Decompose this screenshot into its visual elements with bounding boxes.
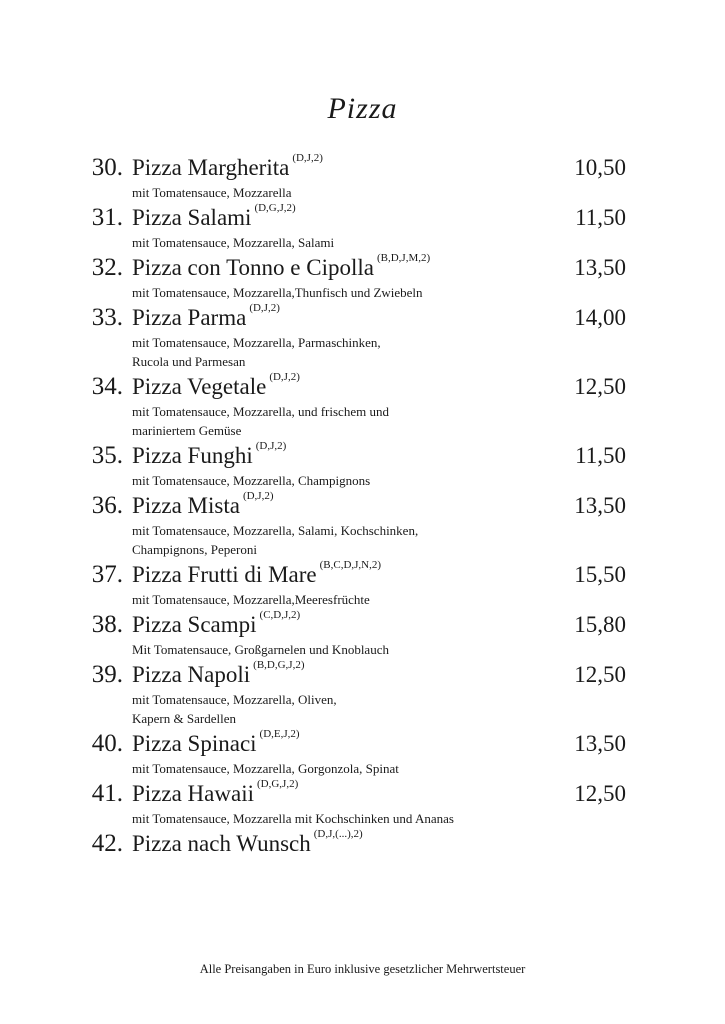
item-price: 13,50 — [574, 730, 626, 756]
item-name-text: Pizza Hawaii — [132, 780, 254, 806]
menu-item — [0, 828, 725, 859]
item-price: 15,50 — [574, 561, 626, 587]
item-number: 31. — [91, 203, 123, 231]
item-price: 14,00 — [574, 304, 626, 330]
item-name-text: Pizza Vegetale — [132, 373, 267, 399]
item-name — [132, 608, 301, 638]
menu-item — [0, 559, 725, 609]
item-description: mit Tomatensauce, Mozzarella mit Kochschinken und Ananas — [132, 811, 454, 826]
item-allergens: (D,J,2) — [292, 151, 323, 164]
item-number: 42. — [91, 829, 123, 857]
item-description: Rucola und Parmesan — [132, 354, 246, 369]
item-allergens: (D,G,J,2) — [256, 777, 299, 790]
item-price: 11,50 — [575, 442, 626, 468]
item-name — [132, 301, 280, 331]
item-name-text: Pizza nach Wunsch — [132, 830, 311, 856]
item-description: mit Tomatensauce, Mozzarella, Gorgonzola, Spinat — [132, 761, 399, 776]
item-price: 15,80 — [574, 611, 626, 637]
item-price: 12,50 — [574, 661, 626, 687]
menu-item — [0, 778, 725, 828]
item-allergens: (D,J,2) — [269, 370, 300, 383]
item-number: 37. — [91, 560, 123, 588]
item-number: 36. — [91, 491, 123, 519]
item-name-text: Pizza Spinaci — [132, 730, 257, 756]
menu-item — [0, 371, 725, 440]
item-description: mit Tomatensauce, Mozzarella — [132, 185, 292, 200]
menu-list — [0, 152, 725, 859]
item-allergens: (C,D,J,2) — [259, 608, 301, 621]
item-price: 11,50 — [575, 204, 626, 230]
item-name-text: Pizza Frutti di Mare — [132, 561, 317, 587]
item-allergens: (D,J,(...),2) — [313, 827, 363, 840]
item-description: Mit Tomatensauce, Großgarnelen und Knoblauch — [132, 642, 389, 657]
menu-item — [0, 609, 725, 659]
item-price: 13,50 — [574, 492, 626, 518]
item-name-text: Pizza Scampi — [132, 611, 257, 637]
item-description: Champignons, Peperoni — [132, 542, 257, 557]
item-number: 32. — [91, 253, 123, 281]
item-name-text: Pizza Parma — [132, 304, 247, 330]
item-name-text: Pizza Funghi — [132, 442, 253, 468]
item-name-text: Pizza Mista — [132, 492, 240, 518]
menu-item — [0, 659, 725, 728]
item-name — [132, 370, 300, 400]
item-name-text: Pizza Napoli — [132, 661, 251, 687]
item-name — [132, 558, 382, 588]
footer-note: Alle Preisangaben in Euro inklusive gesetzlicher Mehrwertsteuer — [199, 962, 526, 976]
item-allergens: (D,E,J,2) — [259, 727, 300, 740]
item-description: mit Tomatensauce, Mozzarella,Thunfisch und Zwiebeln — [132, 285, 423, 300]
item-number: 34. — [91, 372, 123, 400]
item-allergens: (D,G,J,2) — [254, 201, 296, 214]
item-name-text: Pizza con Tonno e Cipolla — [132, 254, 374, 280]
item-price: 10,50 — [574, 154, 626, 180]
item-number: 39. — [91, 660, 123, 688]
item-allergens: (D,J,2) — [249, 301, 280, 314]
menu-item — [0, 302, 725, 371]
item-description: mariniertem Gemüse — [132, 423, 242, 438]
item-price: 13,50 — [574, 254, 626, 280]
item-name — [132, 251, 431, 281]
menu-item — [0, 728, 725, 778]
item-price: 12,50 — [574, 780, 626, 806]
item-description: mit Tomatensauce, Mozzarella, Salami, Kochschinken, — [132, 523, 419, 538]
item-number: 38. — [91, 610, 123, 638]
item-allergens: (B,D,G,J,2) — [253, 658, 305, 671]
item-description: Kapern & Sardellen — [132, 711, 236, 726]
item-number: 33. — [91, 303, 123, 331]
item-description: mit Tomatensauce, Mozzarella, Salami — [132, 235, 335, 250]
item-name — [132, 439, 287, 469]
item-allergens: (D,J,2) — [242, 489, 274, 502]
item-allergens: (B,C,D,J,N,2) — [319, 558, 382, 571]
item-description: mit Tomatensauce, Mozzarella, Champignons — [132, 473, 371, 488]
menu-item — [0, 440, 725, 490]
item-allergens: (B,D,J,M,2) — [376, 251, 431, 264]
menu-item — [0, 202, 725, 252]
page-title: Pizza — [327, 92, 398, 125]
item-name — [132, 777, 299, 807]
item-number: 40. — [91, 729, 123, 757]
item-description: mit Tomatensauce, Mozzarella, und frischem und — [132, 404, 389, 419]
item-allergens: (D,J,2) — [255, 439, 287, 452]
menu-item — [0, 490, 725, 559]
item-name-text: Pizza Margherita — [132, 154, 290, 180]
item-name — [132, 827, 363, 857]
menu-item — [0, 152, 725, 202]
item-name — [132, 151, 323, 181]
item-name — [132, 201, 296, 231]
item-name — [132, 727, 300, 757]
item-name-text: Pizza Salami — [132, 204, 252, 230]
item-description: mit Tomatensauce, Mozzarella,Meeresfrüchte — [132, 592, 370, 607]
item-name — [132, 658, 305, 688]
item-description: mit Tomatensauce, Mozzarella, Parmaschinken, — [132, 335, 381, 350]
item-number: 35. — [91, 441, 123, 469]
item-price: 12,50 — [574, 373, 626, 399]
item-number: 41. — [91, 779, 123, 807]
item-number: 30. — [91, 153, 123, 181]
menu-item — [0, 252, 725, 302]
item-description: mit Tomatensauce, Mozzarella, Oliven, — [132, 692, 337, 707]
item-name — [132, 489, 274, 519]
